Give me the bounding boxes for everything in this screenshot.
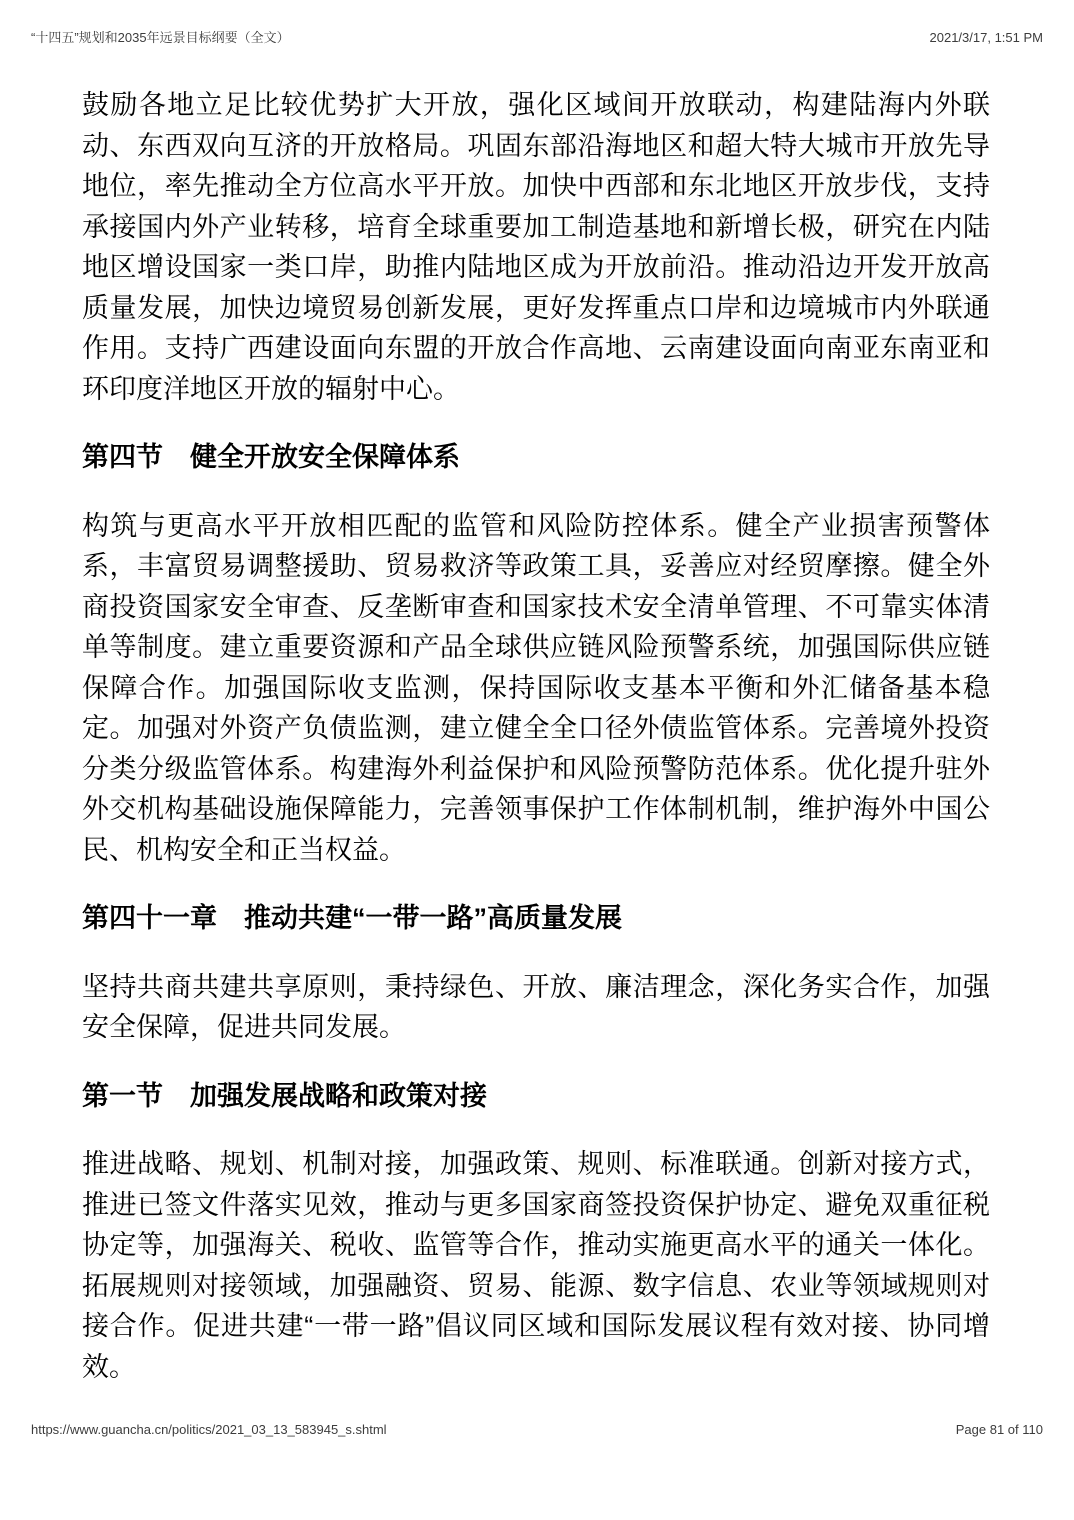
- print-footer: [0, 1422, 1074, 1437]
- paragraph-strategy-policy-alignment: 推进战略、规划、机制对接，加强政策、规则、标准联通。创新对接方式，推进已签文件落实见效，推动与更多国家商签投资保护协定、避免双重征税协定等，加强海关、税收、监管等合作，推动实施更高水平的通关一体化。拓展规则对接领域，加强融资、贸易、能源、数字信息、农业等领域规则对接合作。促进共建“一带一路”倡议同区域和国际发展议程有效对接、协同增效。: [82, 1149, 990, 1382]
- heading-chapter-41-belt-and-road: 第四十一章 推动共建“一带一路”高质量发展: [82, 903, 622, 933]
- source-url: https://www.guancha.cn/politics/2021_03_13_583945_s.shtml: [31, 1422, 387, 1437]
- paragraph-belt-and-road-principles: 坚持共商共建共享原则，秉持绿色、开放、廉洁理念，深化务实合作，加强安全保障，促进共同发展。: [82, 971, 990, 1042]
- document-title: “十四五”规划和2035年远景目标纲要（全文）: [31, 30, 290, 45]
- heading-section-1-strategy-policy-alignment: 第一节 加强发展战略和政策对接: [82, 1080, 487, 1111]
- print-timestamp: 2021/3/17, 1:51 PM: [929, 30, 1043, 45]
- print-header: [0, 0, 1074, 45]
- heading-section-4-open-security: 第四节 健全开放安全保障体系: [82, 442, 460, 472]
- document-body: [0, 45, 1074, 1387]
- paragraph-open-regional: 鼓励各地立足比较优势扩大开放，强化区域间开放联动，构建陆海内外联动、东西双向互济的开放格局。巩固东部沿海地区和超大特大城市开放先导地位，率先推动全方位高水平开放。加快中西部和东北地区开放步伐，支持承接国内外产业转移，培育全球重要加工制造基地和新增长极，研究在内陆地区增设国家一类口岸，助推内陆地区成为开放前沿。推动沿边开发开放高质量发展，加快边境贸易创新发展，更好发挥重点口岸和边境城市内外联通作用。支持广西建设面向东盟的开放合作高地、云南建设面向南亚东南亚和环印度洋地区开放的辐射中心。: [82, 90, 990, 404]
- paragraph-open-security-system: 构筑与更高水平开放相匹配的监管和风险防控体系。健全产业损害预警体系，丰富贸易调整援助、贸易救济等政策工具，妥善应对经贸摩擦。健全外商投资国家安全审查、反垄断审查和国家技术安全清单管理、不可靠实体清单等制度。建立重要资源和产品全球供应链风险预警系统，加强国际供应链保障合作。加强国际收支监测，保持国际收支基本平衡和外汇储备基本稳定。加强对外资产负债监测，建立健全全口径外债监管体系。完善境外投资分类分级监管体系。构建海外利益保护和风险预警防范体系。优化提升驻外外交机构基础设施保障能力，完善领事保护工作体制机制，维护海外中国公民、机构安全和正当权益。: [82, 510, 990, 865]
- page-number: Page 81 of 110: [955, 1422, 1043, 1437]
